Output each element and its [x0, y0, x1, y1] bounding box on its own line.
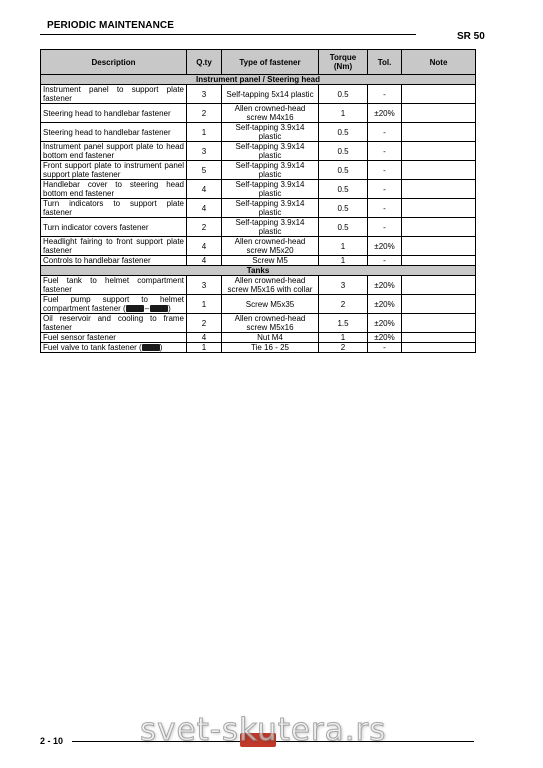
column-header-fastener-type: Type of fastener [222, 50, 319, 75]
model-badge-icon [126, 305, 144, 312]
description-cell: Turn indicator covers fastener [41, 218, 187, 237]
note-cell [402, 104, 476, 123]
qty-cell: 5 [187, 161, 222, 180]
tolerance-cell: - [368, 343, 402, 353]
fastener-type-cell: Allen crowned-head screw M5x16 with collar [222, 276, 319, 295]
note-cell [402, 180, 476, 199]
tolerance-cell: ±20% [368, 104, 402, 123]
fastener-type-cell: Screw M5x35 [222, 295, 319, 314]
description-text: Fuel valve to tank fastener ( [43, 343, 142, 352]
column-header-torque: Torque (Nm) [319, 50, 368, 75]
qty-cell: 4 [187, 256, 222, 266]
watermark: svet-skutera.rs [140, 712, 387, 748]
fastener-type-cell: Nut M4 [222, 333, 319, 343]
qty-cell: 1 [187, 343, 222, 353]
section-title: Instrument panel / Steering head [41, 75, 476, 85]
tolerance-cell: ±20% [368, 333, 402, 343]
qty-cell: 2 [187, 314, 222, 333]
torque-cell: 0.5 [319, 142, 368, 161]
tolerance-cell: ±20% [368, 276, 402, 295]
table-row [41, 180, 476, 199]
section-row [41, 266, 476, 276]
tolerance-cell: ±20% [368, 295, 402, 314]
note-cell [402, 199, 476, 218]
torque-cell: 0.5 [319, 180, 368, 199]
qty-cell: 2 [187, 104, 222, 123]
description-cell: Instrument panel support plate to head bottom end fastener [41, 142, 187, 161]
note-cell [402, 276, 476, 295]
tolerance-cell: - [368, 123, 402, 142]
torque-cell: 2 [319, 295, 368, 314]
fastener-type-cell: Screw M5 [222, 256, 319, 266]
note-cell [402, 237, 476, 256]
fastener-type-cell: Self-tapping 3.9x14 plastic [222, 218, 319, 237]
torque-cell: 0.5 [319, 161, 368, 180]
description-cell: Turn indicators to support plate fastener [41, 199, 187, 218]
table-row [41, 85, 476, 104]
fastener-type-cell: Self-tapping 3.9x14 plastic [222, 161, 319, 180]
torque-cell: 0.5 [319, 85, 368, 104]
fastener-type-cell: Self-tapping 3.9x14 plastic [222, 199, 319, 218]
note-cell [402, 161, 476, 180]
table-row [41, 295, 476, 314]
note-cell [402, 123, 476, 142]
description-cell: Handlebar cover to steering head bottom end fastener [41, 180, 187, 199]
section-title: Tanks [41, 266, 476, 276]
table-row [41, 161, 476, 180]
tolerance-cell: - [368, 85, 402, 104]
torque-cell: 1 [319, 237, 368, 256]
page-number: 2 - 10 [40, 736, 67, 746]
table-row [41, 237, 476, 256]
torque-cell: 1.5 [319, 314, 368, 333]
model-badge-icon [142, 344, 160, 351]
qty-cell: 4 [187, 237, 222, 256]
fastener-type-cell: Self-tapping 3.9x14 plastic [222, 142, 319, 161]
column-header-qty: Q.ty [187, 50, 222, 75]
description-cell: Steering head to handlebar fastener [41, 104, 187, 123]
qty-cell: 1 [187, 295, 222, 314]
description-cell: Front support plate to instrument panel support plate fastener [41, 161, 187, 180]
fastener-type-cell: Self-tapping 3.9x14 plastic [222, 180, 319, 199]
note-cell [402, 85, 476, 104]
qty-cell: 3 [187, 276, 222, 295]
fastener-type-cell: Allen crowned-head screw M5x16 [222, 314, 319, 333]
torque-cell: 1 [319, 333, 368, 343]
tolerance-cell: ±20% [368, 314, 402, 333]
note-cell [402, 295, 476, 314]
table-row [41, 218, 476, 237]
qty-cell: 2 [187, 218, 222, 237]
note-cell [402, 343, 476, 353]
column-header-tolerance: Tol. [368, 50, 402, 75]
table-row [41, 314, 476, 333]
torque-cell: 3 [319, 276, 368, 295]
description-cell: Controls to handlebar fastener [41, 256, 187, 266]
table-row [41, 276, 476, 295]
qty-cell: 1 [187, 123, 222, 142]
description-tail: ) [159, 343, 163, 352]
qty-cell: 3 [187, 142, 222, 161]
table-row [41, 123, 476, 142]
torque-cell: 2 [319, 343, 368, 353]
torque-cell: 0.5 [319, 199, 368, 218]
description-cell: Fuel sensor fastener [41, 333, 187, 343]
tolerance-cell: - [368, 256, 402, 266]
description-tail: ) [168, 304, 171, 313]
torque-cell: 0.5 [319, 218, 368, 237]
table-header-row [41, 50, 476, 75]
qty-cell: 4 [187, 180, 222, 199]
description-cell [41, 295, 187, 314]
table-row [41, 256, 476, 266]
tolerance-cell: - [368, 199, 402, 218]
fastener-type-cell: Self-tapping 5x14 plastic [222, 85, 319, 104]
note-cell [402, 256, 476, 266]
description-text: Fuel pump support to helmet compartment fastener ( [43, 295, 184, 313]
fastener-type-cell: Allen crowned-head screw M5x20 [222, 237, 319, 256]
note-cell [402, 142, 476, 161]
tolerance-cell: - [368, 161, 402, 180]
table-body [41, 75, 476, 353]
table-row [41, 343, 476, 353]
maintenance-table [40, 49, 476, 353]
tolerance-cell: - [368, 142, 402, 161]
description-cell: Oil reservoir and cooling to frame fastener [41, 314, 187, 333]
column-header-description: Description [41, 50, 187, 75]
model-name: SR 50 [457, 31, 485, 42]
tolerance-cell: - [368, 180, 402, 199]
page-header-title: PERIODIC MAINTENANCE [47, 20, 175, 31]
description-cell [41, 343, 187, 353]
table-row [41, 333, 476, 343]
column-header-note: Note [402, 50, 476, 75]
fastener-type-cell: Self-tapping 3.9x14 plastic [222, 123, 319, 142]
qty-cell: 4 [187, 199, 222, 218]
model-badge-icon [150, 305, 168, 312]
note-cell [402, 333, 476, 343]
table-row [41, 142, 476, 161]
qty-cell: 4 [187, 333, 222, 343]
torque-cell: 1 [319, 256, 368, 266]
description-cell: Instrument panel to support plate fastener [41, 85, 187, 104]
table-row [41, 199, 476, 218]
header-rule [40, 34, 416, 35]
table-row [41, 104, 476, 123]
torque-cell: 1 [319, 104, 368, 123]
note-cell [402, 314, 476, 333]
description-cell: Fuel tank to helmet compartment fastener [41, 276, 187, 295]
qty-cell: 3 [187, 85, 222, 104]
tolerance-cell: - [368, 218, 402, 237]
fastener-type-cell: Tie 16 - 25 [222, 343, 319, 353]
fastener-type-cell: Allen crowned-head screw M4x16 [222, 104, 319, 123]
note-cell [402, 218, 476, 237]
badge-separator: – [144, 304, 150, 313]
tolerance-cell: ±20% [368, 237, 402, 256]
torque-cell: 0.5 [319, 123, 368, 142]
description-cell: Headlight fairing to front support plate fastener [41, 237, 187, 256]
section-row [41, 75, 476, 85]
description-cell: Steering head to handlebar fastener [41, 123, 187, 142]
